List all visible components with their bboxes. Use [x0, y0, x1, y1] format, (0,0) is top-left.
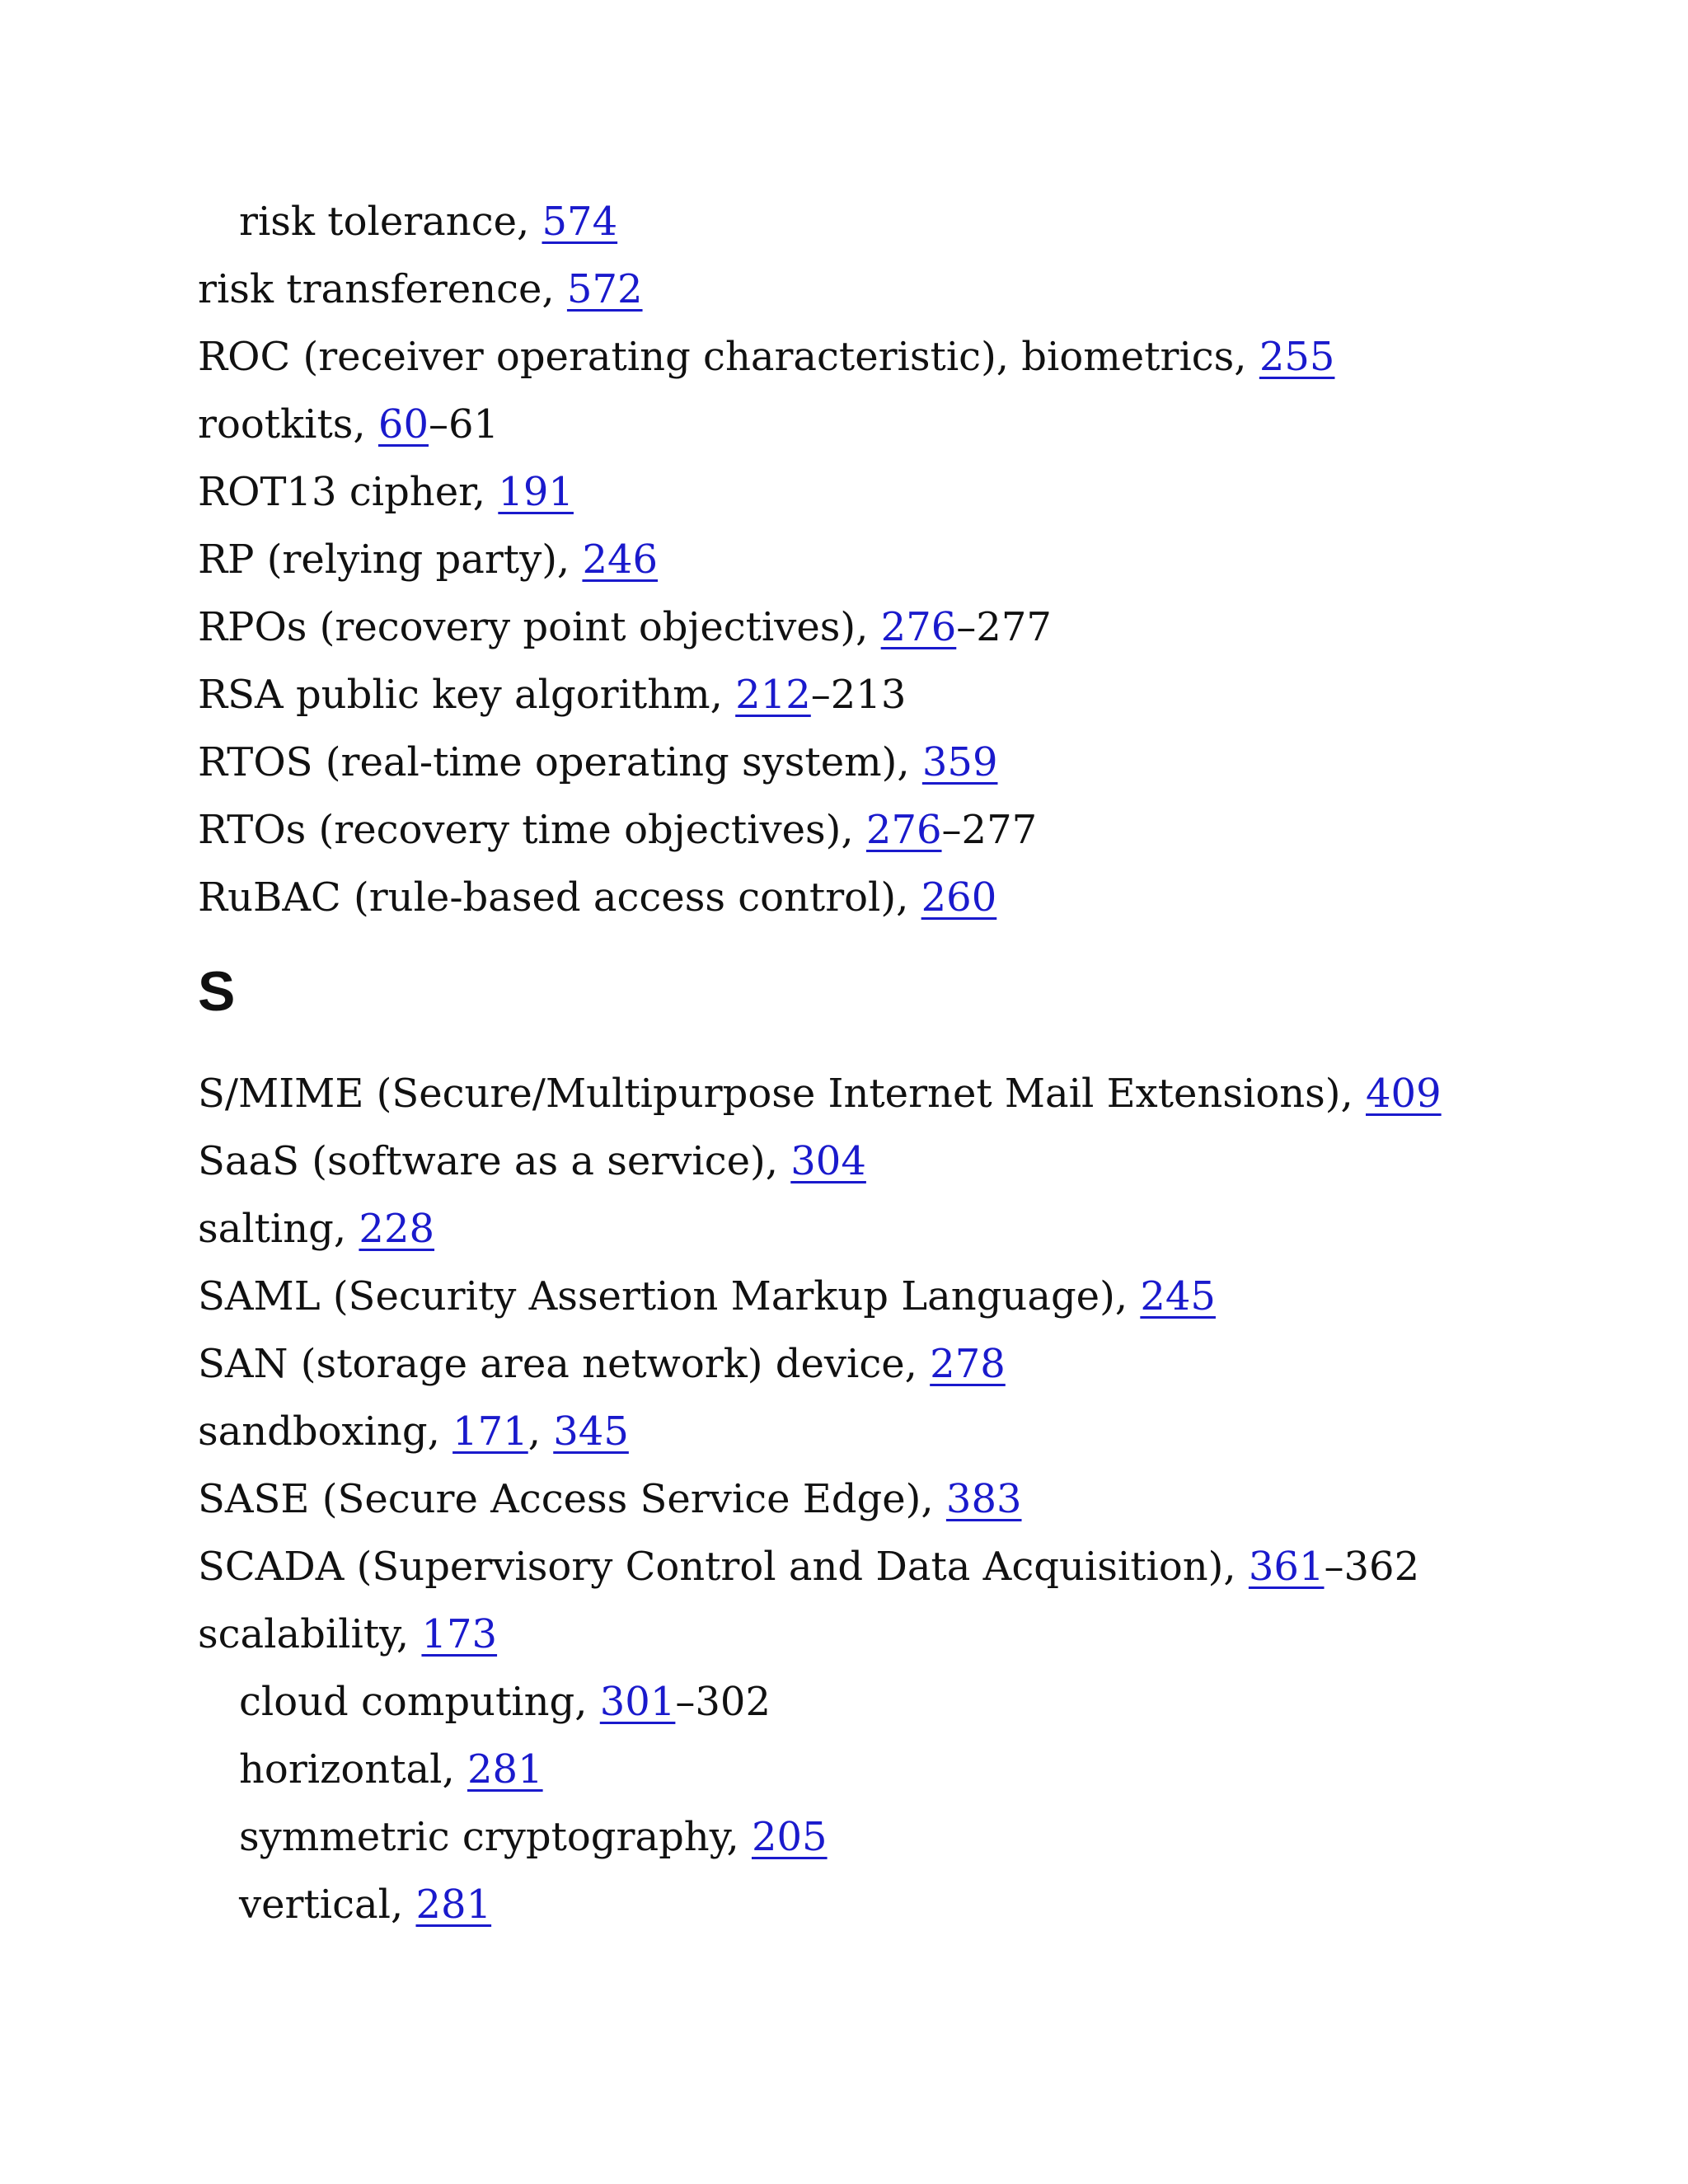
index-subentry — [198, 188, 1599, 255]
entry-term: SAML (Security Assertion Markup Language), — [198, 1273, 1141, 1319]
index-entry — [198, 661, 1599, 729]
entry-term: RTOs (recovery time objectives), — [198, 807, 866, 853]
entry-term: RP (relying party), — [198, 537, 583, 583]
index-subentry — [198, 1803, 1599, 1871]
page-link[interactable]: 246 — [582, 537, 659, 583]
index-entry — [198, 1533, 1599, 1601]
index-entry — [198, 255, 1599, 323]
page-link[interactable]: 572 — [566, 266, 643, 312]
entry-term: ROT13 cipher, — [198, 469, 499, 515]
page-range-end: –277 — [956, 604, 1052, 650]
entry-term: vertical, — [239, 1882, 416, 1928]
page-link[interactable]: 409 — [1366, 1071, 1442, 1117]
page-link[interactable]: 260 — [921, 874, 997, 921]
page-link[interactable]: 60 — [377, 401, 429, 448]
page-link[interactable]: 276 — [865, 807, 942, 853]
page-link[interactable]: 574 — [542, 199, 618, 245]
entry-term: RSA public key algorithm, — [198, 672, 736, 718]
page-link[interactable]: 281 — [467, 1746, 543, 1793]
page-link[interactable]: 228 — [359, 1206, 435, 1252]
section-heading: S — [198, 960, 236, 1023]
page-range-end: –362 — [1324, 1544, 1420, 1590]
entry-term: scalability, — [198, 1611, 422, 1657]
entry-term: S/MIME (Secure/Multipurpose Internet Mail Extensions), — [198, 1071, 1367, 1117]
page-link[interactable]: 171 — [452, 1408, 528, 1455]
entry-term: SASE (Secure Access Service Edge), — [198, 1476, 946, 1522]
page-link[interactable]: 245 — [1140, 1273, 1216, 1319]
entry-term: rootkits, — [198, 401, 378, 448]
page-link[interactable]: 278 — [930, 1341, 1006, 1387]
page-link[interactable]: 281 — [415, 1882, 492, 1928]
page-link[interactable]: 173 — [421, 1611, 498, 1657]
entry-term: symmetric cryptography, — [239, 1814, 752, 1860]
index-entry — [198, 796, 1599, 864]
index-subentry — [198, 1871, 1599, 1938]
entry-term: RTOS (real-time operating system), — [198, 739, 922, 785]
entry-term: SCADA (Supervisory Control and Data Acquisition), — [198, 1544, 1249, 1590]
page-link[interactable]: 255 — [1259, 334, 1335, 380]
page-link[interactable]: 191 — [498, 469, 574, 515]
index-subentry — [198, 1736, 1599, 1803]
page-range-end: –277 — [941, 807, 1038, 853]
index-entry — [198, 1263, 1599, 1330]
page-link[interactable]: 361 — [1248, 1544, 1325, 1590]
index-list — [198, 188, 1599, 1938]
index-entry — [198, 458, 1599, 526]
entry-term: risk tolerance, — [239, 199, 542, 245]
index-entry — [198, 526, 1599, 593]
entry-term: risk transference, — [198, 266, 567, 312]
entry-term: SaaS (software as a service), — [198, 1138, 791, 1184]
page-range-end: –302 — [675, 1679, 771, 1725]
entry-term: RuBAC (rule-based access control), — [198, 874, 921, 921]
page-range-end: –213 — [810, 672, 907, 718]
index-entry — [198, 1465, 1599, 1533]
page-link[interactable]: 301 — [599, 1679, 676, 1725]
entry-term: RPOs (recovery point objectives), — [198, 604, 881, 650]
page-link[interactable]: 383 — [945, 1476, 1022, 1522]
index-subentry — [198, 1668, 1599, 1736]
index-entry — [198, 1398, 1599, 1465]
page-range-end: –61 — [428, 401, 499, 448]
page-link[interactable]: 304 — [790, 1138, 866, 1184]
entry-term: salting, — [198, 1206, 359, 1252]
entry-term: cloud computing, — [239, 1679, 600, 1725]
page-link[interactable]: 205 — [751, 1814, 828, 1860]
index-entry — [198, 323, 1599, 391]
index-group-r — [198, 188, 1599, 931]
page-link[interactable]: 276 — [880, 604, 957, 650]
page-link[interactable]: 345 — [553, 1408, 629, 1455]
entry-term: sandboxing, — [198, 1408, 453, 1455]
index-entry — [198, 391, 1599, 458]
index-entry — [198, 1195, 1599, 1263]
index-entry — [198, 864, 1599, 931]
entry-term: ROC (receiver operating characteristic), biometrics, — [198, 334, 1259, 380]
entry-term: SAN (storage area network) device, — [198, 1341, 931, 1387]
index-entry — [198, 1127, 1599, 1195]
index-entry — [198, 1330, 1599, 1398]
index-group-s — [198, 1060, 1599, 1938]
index-entry — [198, 729, 1599, 796]
index-entry — [198, 593, 1599, 661]
index-entry — [198, 1601, 1599, 1668]
page-link[interactable]: 212 — [735, 672, 811, 718]
index-entry — [198, 1060, 1599, 1127]
link-separator: , — [528, 1408, 554, 1455]
page-link[interactable]: 359 — [921, 739, 998, 785]
entry-term: horizontal, — [239, 1746, 467, 1793]
